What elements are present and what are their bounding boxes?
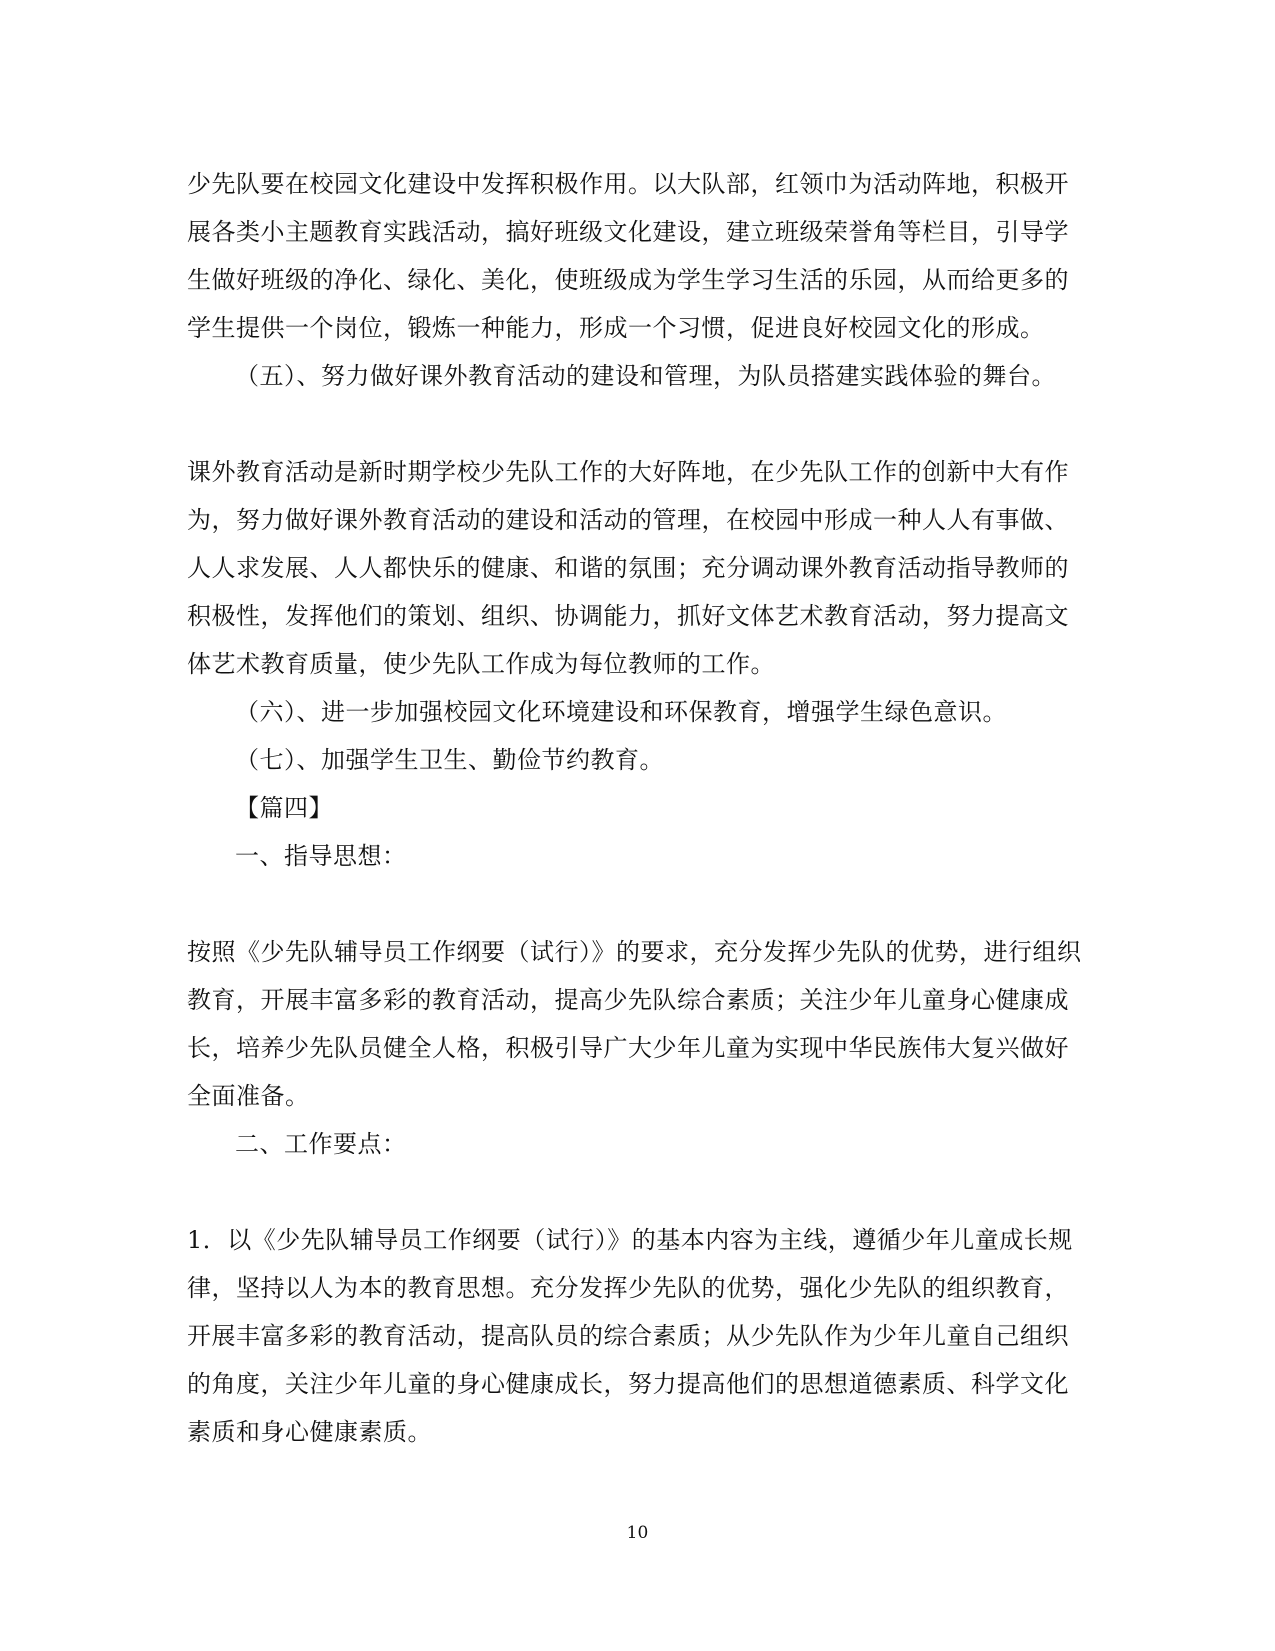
paragraph-campus-culture: 少先队要在校园文化建设中发挥积极作用。以大队部，红领巾为活动阵地，积极开展各类小主题教育实践活动，搞好班级文化建设，建立班级荣誉角等栏目，引导学生做好班级的净化、绿化、美化，使班级成为学生学习生活的乐园，从而给更多的学生提供一个岗位，锻炼一种能力，形成一个习惯，促进良好校园文化的形成。 [187, 170, 1069, 342]
section-heading-5: （五）、努力做好课外教育活动的建设和管理，为队员搭建实践体验的舞台。 [235, 362, 1056, 390]
chapter-heading-4: 【篇四】 [235, 794, 333, 822]
heading-guiding-thought: 一、指导思想： [235, 842, 407, 870]
paragraph-work-point-1: 1．以《少先队辅导员工作纲要（试行）》的基本内容为主线，遵循少年儿童成长规律，坚持以人为本的教育思想。充分发挥少先队的优势，强化少先队的组织教育，开展丰富多彩的教育活动，提高队员的综合素质；从少先队作为少年儿童自己组织的角度，关注少年儿童的身心健康成长，努力提高他们的思想道德素质、科学文化素质和身心健康素质。 [187, 1226, 1073, 1446]
heading-work-points: 二、工作要点： [235, 1130, 407, 1158]
spacer [187, 880, 1087, 928]
page-number: 10 [626, 1523, 649, 1543]
section-heading-6: （六）、进一步加强校园文化环境建设和环保教育，增强学生绿色意识。 [235, 698, 1007, 726]
section-heading-7: （七）、加强学生卫生、勤俭节约教育。 [235, 746, 664, 774]
spacer [187, 1168, 1087, 1216]
paragraph-guiding-thought: 按照《少先队辅导员工作纲要（试行）》的要求，充分发挥少先队的优势，进行组织教育，开展丰富多彩的教育活动，提高少先队综合素质；关注少年儿童身心健康成长，培养少先队员健全人格，积极引导广大少年儿童为实现中华民族伟大复兴做好全面准备。 [187, 938, 1082, 1110]
page-body [187, 160, 1087, 1456]
paragraph-extracurricular: 课外教育活动是新时期学校少先队工作的大好阵地，在少先队工作的创新中大有作为，努力做好课外教育活动的建设和活动的管理，在校园中形成一种人人有事做、人人求发展、人人都快乐的健康、和谐的氛围；充分调动课外教育活动指导教师的积极性，发挥他们的策划、组织、协调能力，抓好文体艺术教育活动，努力提高文体艺术教育质量，使少先队工作成为每位教师的工作。 [187, 458, 1069, 678]
spacer [187, 400, 1087, 448]
